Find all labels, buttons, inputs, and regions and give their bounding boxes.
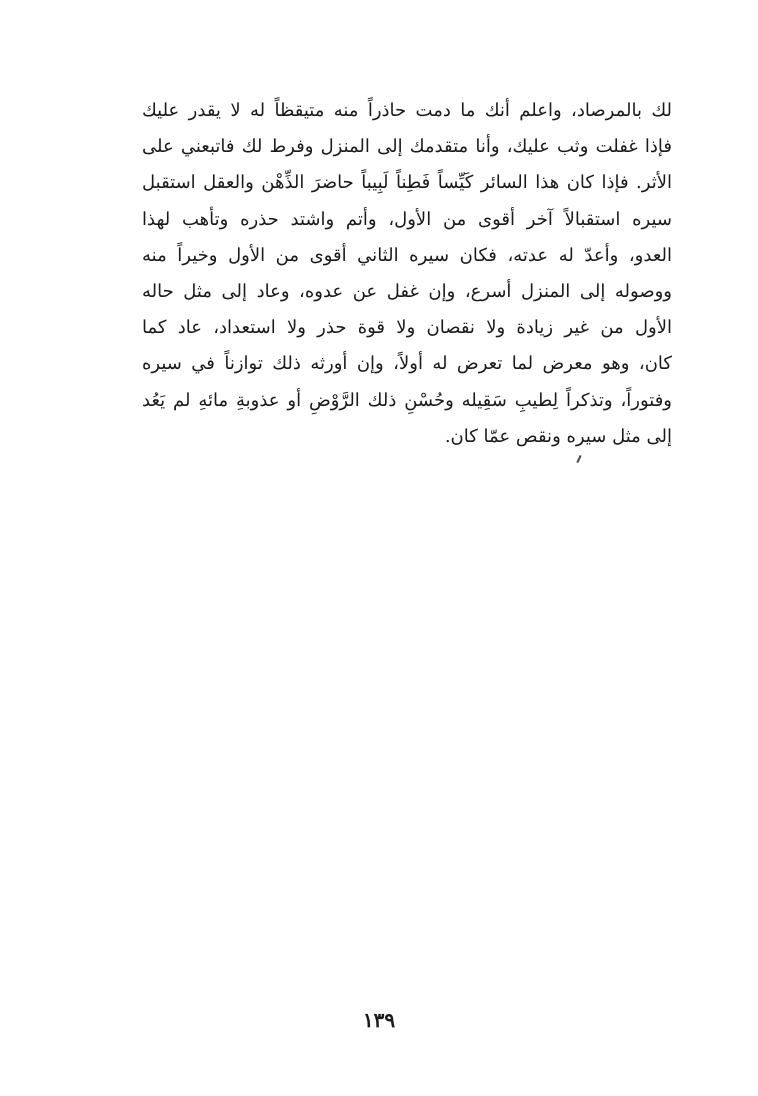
text-line-6: ووصوله إلى المنزل أسرع، وإن غفل عن عدوه، وعاد إلى مثل حاله bbox=[142, 280, 672, 302]
text-line-1: لك بالمرصاد، واعلم أنك ما دمت حاذراً منه متيقظاً له لا يقدر عليك bbox=[142, 100, 672, 121]
page-number: ١٣٩ bbox=[362, 1008, 396, 1032]
body-text bbox=[142, 93, 672, 455]
text-line-4: سيره استقبالاً آخر أقوى من الأول، وأتم واشتد حذره وتأهب لهذا bbox=[142, 208, 672, 230]
stray-mark bbox=[576, 455, 581, 463]
text-line-9: وفتوراً، وتذكراً لِطيبِ سَقِيله وحُسْنِ ذلك الرَّوْضِ أو عذوبةِ مائهِ لم يَعُد bbox=[142, 389, 672, 411]
text-line-7: الأول من غير زيادة ولا نقصان ولا قوة حذر ولا استعداد، عاد كما bbox=[142, 317, 672, 339]
text-line-2: فإذا غفلت وثب عليك، وأنا متقدمك إلى المنزل وفرط لك فاتبعني على bbox=[142, 136, 672, 158]
text-line-8: كان، وهو معرض لما تعرض له أولاً، وإن أورثه ذلك توازناً في سيره bbox=[142, 353, 672, 375]
text-line-5: العدو، وأعدّ له عدته، فكان سيره الثاني أقوى من الأول وخيراً منه bbox=[142, 244, 672, 266]
text-line-10: إلى مثل سيره ونقص عمّا كان. bbox=[444, 425, 672, 447]
text-line-3: الأثر. فإذا كان هذا السائر كَيِّساً فَطِناً لَبِيباً حاضرَ الذِّهْن والعقل استقبل bbox=[142, 172, 672, 194]
